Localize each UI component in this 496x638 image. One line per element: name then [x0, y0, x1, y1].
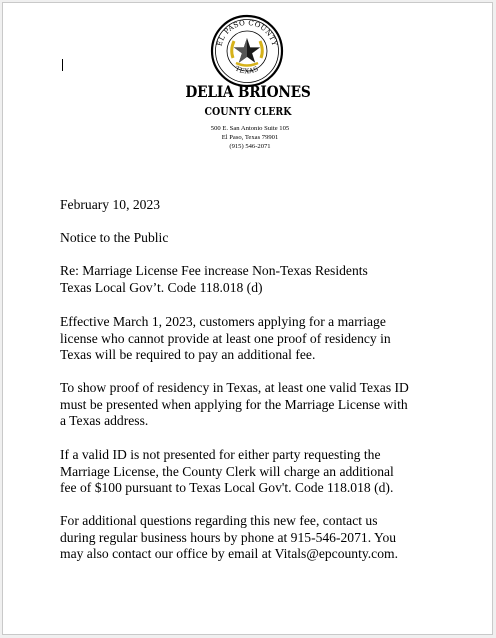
paragraph-line: may also contact our office by email at Vitals@epcounty.com. [60, 546, 398, 562]
paragraph-line: during regular business hours by phone at 915-546-2071. You [60, 529, 397, 545]
paragraph-line: For additional questions regarding this new fee, contact us [60, 513, 378, 528]
seal-bottom-text: TEXAS [233, 64, 261, 76]
paragraph-line: Texas will be required to pay an additional fee. [60, 347, 316, 363]
seal-graphic [210, 14, 284, 88]
address-line-1: 500 E. San Antonio Suite 105 [210, 125, 290, 132]
office-phone: (915) 546-2071 [229, 143, 271, 150]
paragraph-line: Marriage License, the County Clerk will charge an additional [60, 463, 394, 479]
clerk-name: DELIA BRIONES [185, 82, 311, 101]
office-address [0, 124, 496, 151]
text-cursor [62, 59, 63, 71]
paragraph-line: Effective March 1, 2023, customers applying for a marriage [60, 314, 386, 329]
paragraph-contact-info [60, 513, 440, 563]
paragraph-effective-date [60, 314, 440, 364]
seal-top-text: EL PASO COUNTY [215, 18, 279, 48]
county-seal-logo [210, 14, 284, 88]
paragraph-line: a Texas address. [60, 413, 149, 429]
re-line-block [60, 263, 440, 296]
re-line: Texas Local Gov’t. Code 118.018 (d) [60, 279, 263, 295]
paragraph-proof-of-residency [60, 380, 440, 430]
clerk-title: COUNTY CLERK [204, 104, 292, 118]
paragraph-line: If a valid ID is not presented for either party requesting the [60, 447, 381, 462]
paragraph-line: must be presented when applying for the Marriage License with [60, 396, 408, 412]
paragraph-line: fee of $100 pursuant to Texas Local Gov't. Code 118.018 (d). [60, 480, 394, 496]
paragraph-line: To show proof of residency in Texas, at least one valid Texas ID [60, 380, 409, 395]
paragraph-line: license who cannot provide at least one proof of residency in [60, 330, 391, 346]
address-line-2: El Paso, Texas 79901 [221, 134, 279, 141]
re-line: Re: Marriage License Fee increase Non-Texas Residents [60, 263, 368, 278]
letter-date: February 10, 2023 [60, 197, 161, 212]
paragraph-additional-fee [60, 447, 440, 497]
letter-salutation: Notice to the Public [60, 230, 169, 245]
